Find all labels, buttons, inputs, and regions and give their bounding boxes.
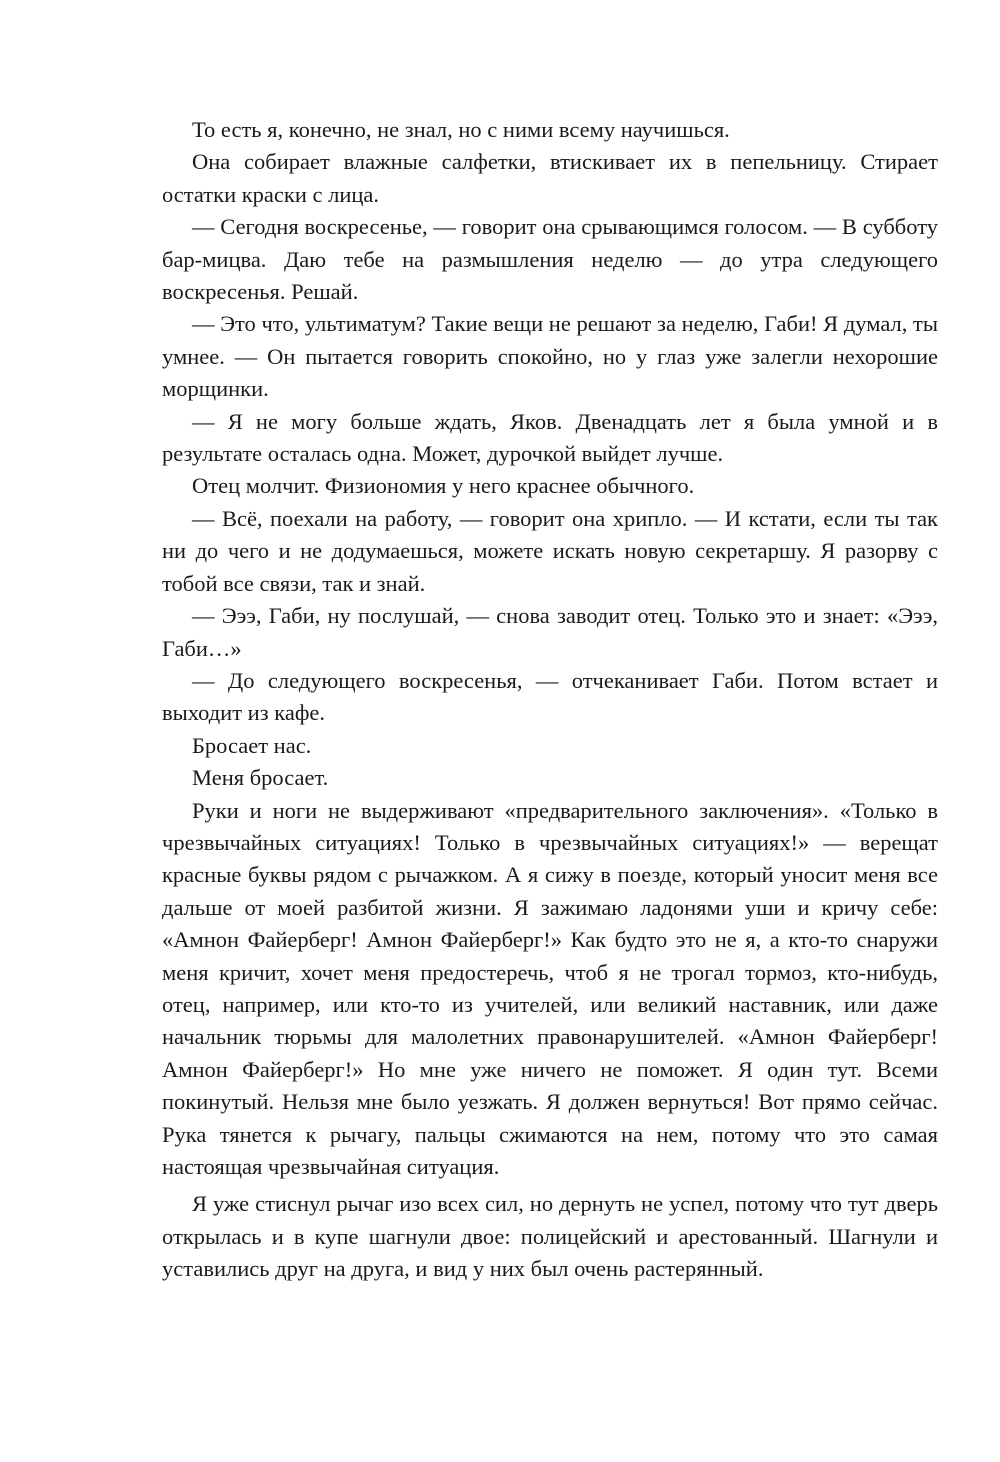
- paragraph-8: — Эээ, Габи, ну послушай, — снова заводит отец. Только это и знает: «Эээ, Габи…»: [162, 603, 938, 661]
- paragraph-10: Бросает нас.: [192, 732, 312, 758]
- paragraph-6: Отец молчит. Физиономия у него краснее обычного.: [192, 473, 695, 499]
- book-page-text: [162, 114, 938, 1286]
- paragraph-9: — До следующего воскресенья, — отчеканивает Габи. Потом встает и выходит из кафе.: [162, 667, 938, 726]
- paragraph-5: — Я не могу больше ждать, Яков. Двенадцать лет я была умной и в результате осталась одна. Может, дурочкой выйдет лучше.: [162, 408, 938, 467]
- paragraph-11: Меня бросает.: [192, 765, 329, 791]
- paragraph-4: — Это что, ультиматум? Такие вещи не решают за неделю, Габи! Я думал, ты умнее. — Он пытается говорить спокойно, но у глаз уже залегли нехорошие морщинки.: [162, 311, 938, 402]
- paragraph-1: То есть я, конечно, не знал, но с ними всему научишься.: [192, 117, 730, 142]
- paragraph-12: Руки и ноги не выдерживают «предварительного заключения». «Только в чрезвычайных ситуациях! Только в чрезвычайных ситуациях!» — верещат красные буквы рядом с рычажком. А я сижу в поезде, который уносит меня все дальше от моей разбитой жизни. Я зажимаю ладонями уши и кричу себе: «Амнон Файерберг! Амнон Файерберг!» Как будто это не я, а кто-то снаружи меня кричит, хочет меня предостеречь, чтоб я не трогал тормоз, кто-нибудь, отец, например, или кто-то из учителей, или великий наставник, или даже начальник тюрьмы для малолетних правонарушителей. «Амнон Файерберг! Амнон Файерберг!» Но мне уже ничего не поможет. Я один тут. Всеми покинутый. Нельзя мне было уезжать. Я должен вернуться! Вот прямо сейчас. Рука тянется к рычагу, пальцы сжимаются на нем, потому что это самая настоящая чрезвычайная ситуация.: [162, 797, 938, 1179]
- paragraph-7: — Всё, поехали на работу, — говорит она хрипло. — И кстати, если ты так ни до чего и не додумаешься, можете искать новую секретаршу. Я разорву с тобой все связи, так и знай.: [162, 505, 938, 596]
- paragraph-2: Она собирает влажные салфетки, втискивает их в пепельницу. Стирает остатки краски с лица.: [162, 149, 938, 207]
- paragraph-3: — Сегодня воскресенье, — говорит она срывающимся голосом. — В субботу бар-мицва. Даю тебе на размышления неделю — до утра следующего воскресенья. Решай.: [162, 214, 938, 305]
- paragraph-13: Я уже стиснул рычаг изо всех сил, но дернуть не успел, потому что тут дверь открылась и в купе шагнули двое: полицейский и арестованный. Шагнули и уставились друг на друга, и вид у них был очень растерянный.: [162, 1191, 938, 1282]
